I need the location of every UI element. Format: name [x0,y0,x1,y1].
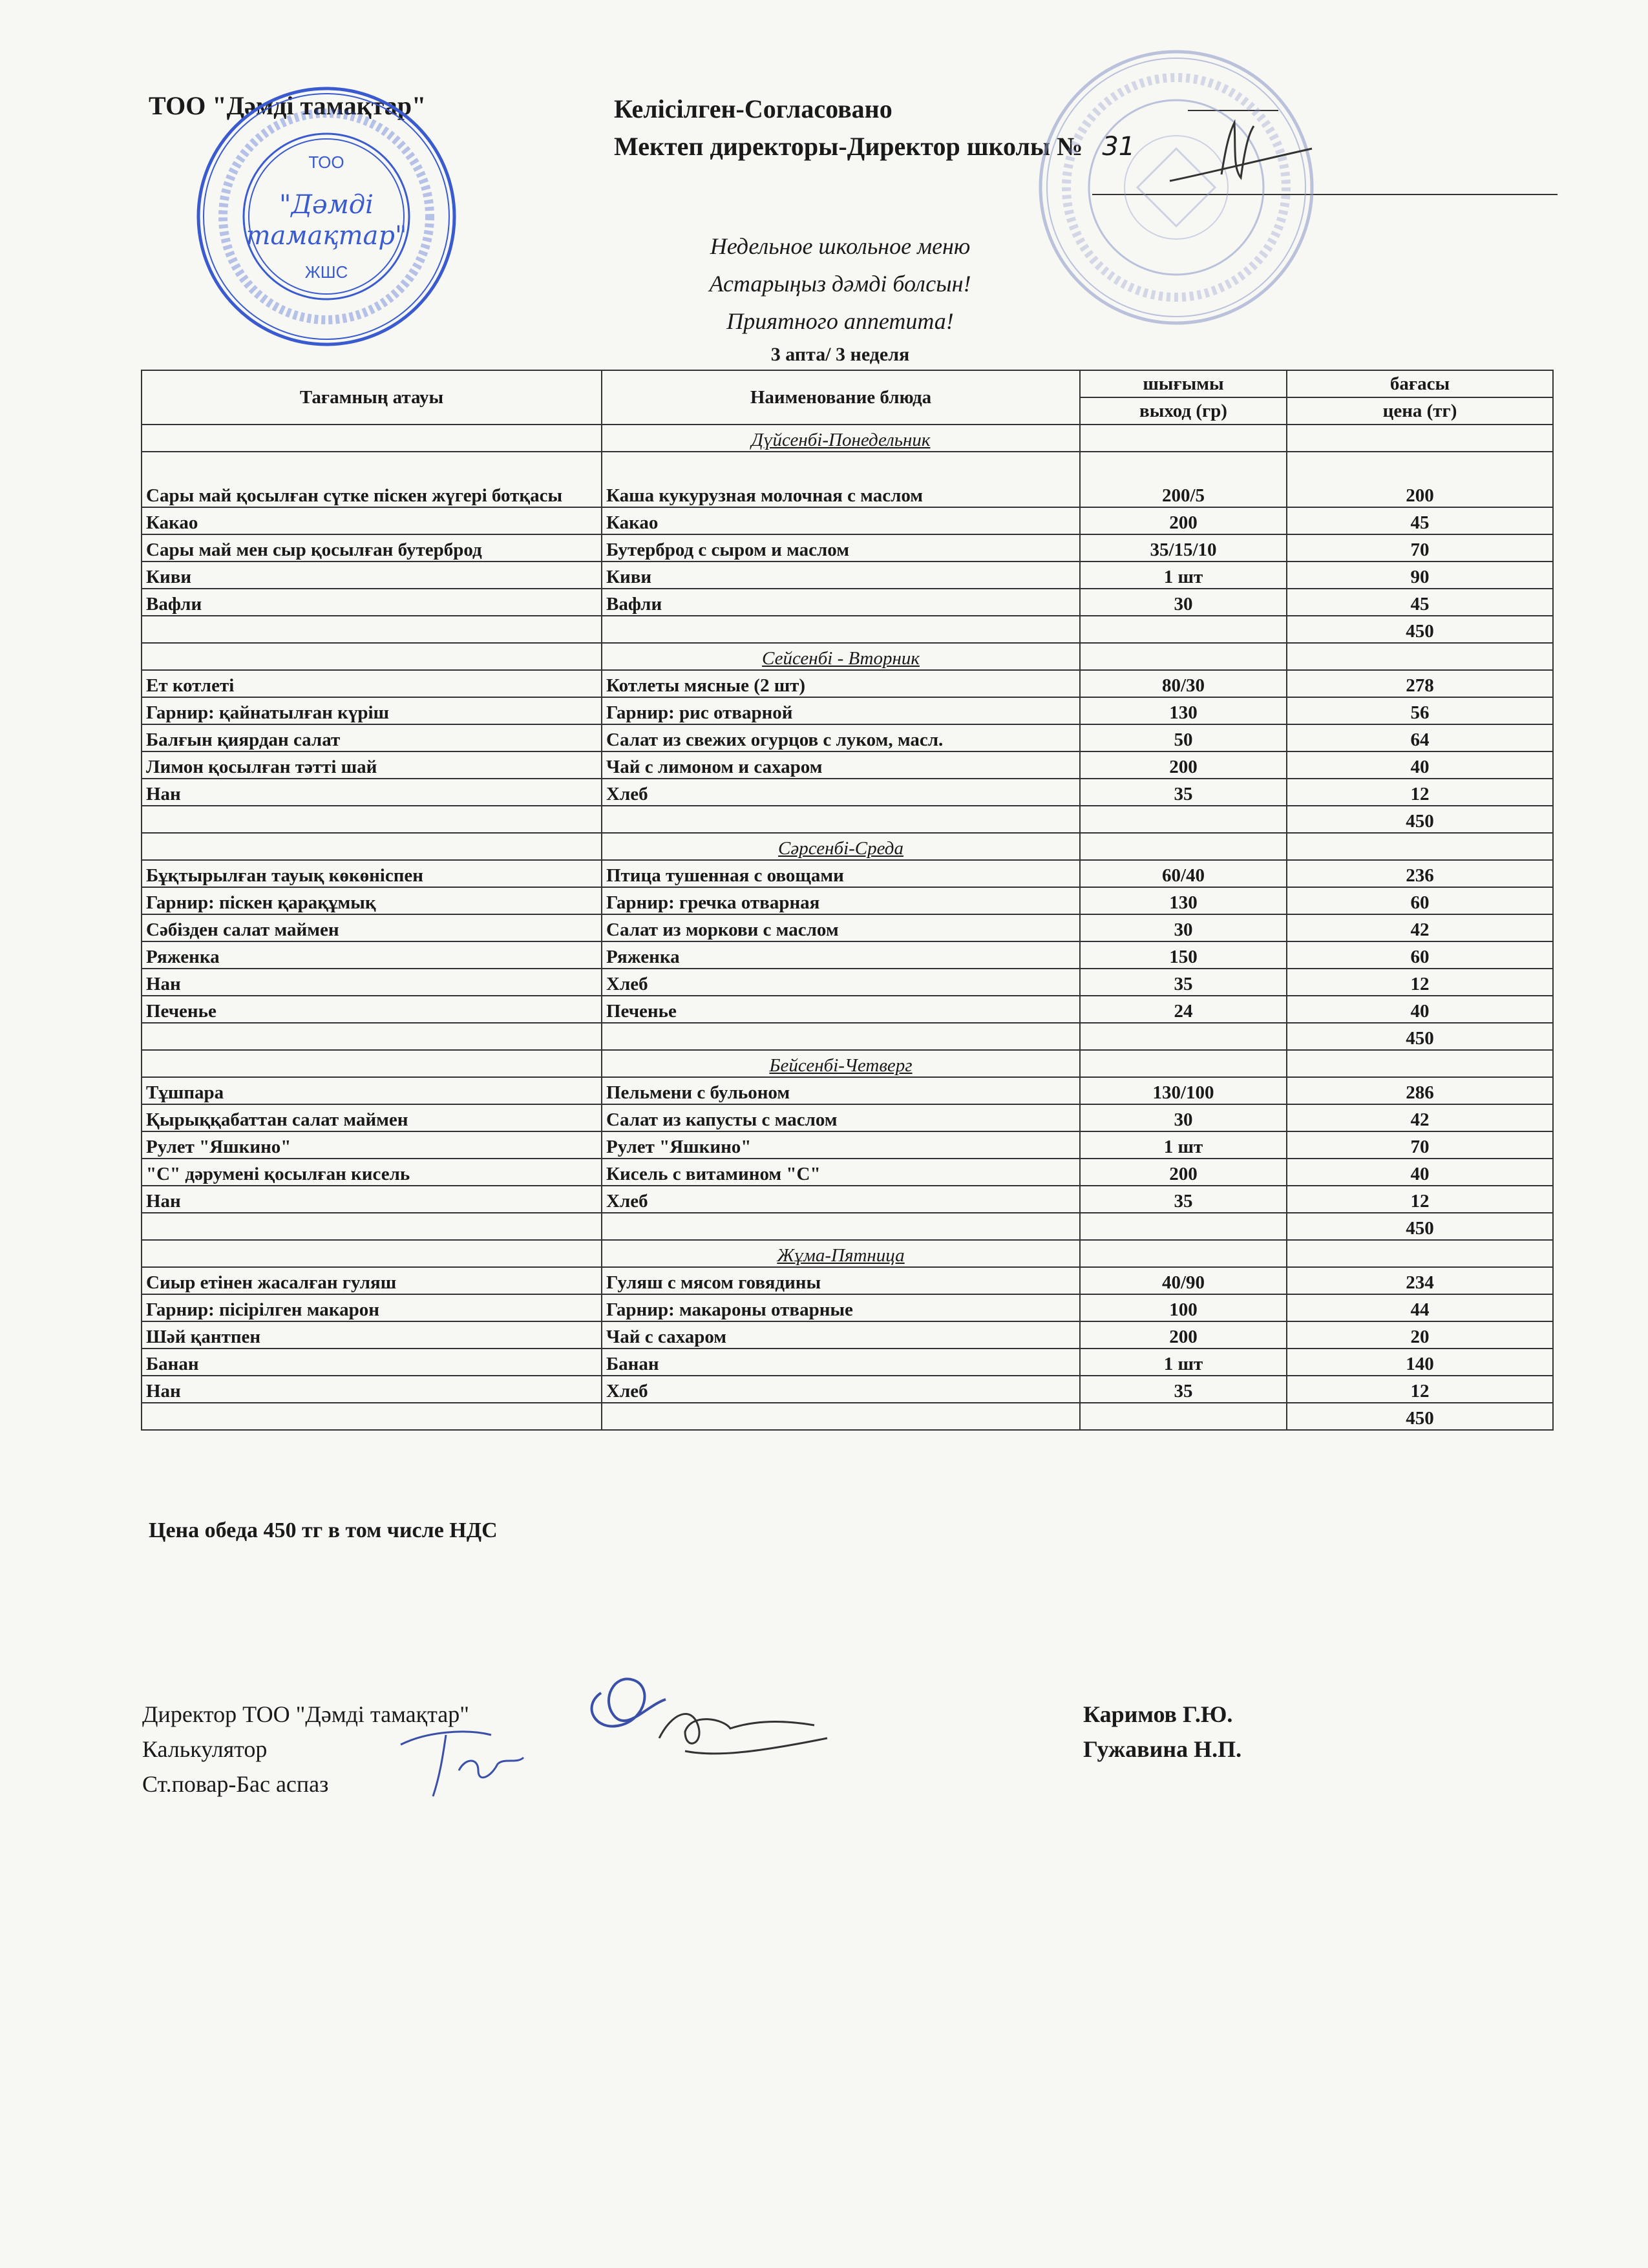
calculator-name: Гужавина Н.П. [1083,1736,1242,1762]
total-blank [1080,616,1287,643]
dish-yield: 40/90 [1080,1267,1287,1294]
table-row [142,507,1553,534]
calculator-signature [388,1719,556,1803]
dish-name-kz: Нан [142,969,602,996]
table-row [142,969,1553,996]
day-blank [1080,1240,1287,1267]
dish-name-ru: Салат из капусты с маслом [602,1104,1080,1131]
menu-table [141,370,1554,1431]
dish-price: 40 [1287,996,1553,1023]
dish-name-ru: Котлеты мясные (2 шт) [602,670,1080,697]
dish-price: 90 [1287,562,1553,589]
dish-yield: 80/30 [1080,670,1287,697]
dish-price: 236 [1287,860,1553,887]
header-row-1 [142,370,1553,397]
dish-yield: 35 [1080,779,1287,806]
day-name: Бейсенбі-Четверг [602,1050,1080,1077]
table-row [142,1349,1553,1376]
total-blank [1080,1213,1287,1240]
dish-yield: 100 [1080,1294,1287,1321]
dish-yield: 150 [1080,941,1287,969]
col-name-kz: Тағамның атауы [142,370,602,425]
greeting-ru: Приятного аппетита! [726,308,954,334]
table-row [142,670,1553,697]
dish-name-ru: Салат из свежих огурцов с луком, масл. [602,724,1080,751]
dish-name-ru: Хлеб [602,1186,1080,1213]
table-row [142,534,1553,562]
table-row [142,996,1553,1023]
dish-yield: 1 шт [1080,562,1287,589]
dish-name-kz: Лимон қосылған тәтті шай [142,751,602,779]
table-row [142,724,1553,751]
dish-price: 12 [1287,969,1553,996]
dish-yield: 200 [1080,1321,1287,1349]
day-blank [1080,833,1287,860]
dish-name-kz: Бұқтырылған тауық көкөніспен [142,860,602,887]
dish-name-ru: Банан [602,1349,1080,1376]
dish-price: 70 [1287,1131,1553,1159]
day-row [142,833,1553,860]
dish-price: 12 [1287,1186,1553,1213]
total-row [142,1023,1553,1050]
day-blank [142,643,602,670]
dish-price: 12 [1287,779,1553,806]
dish-price: 140 [1287,1349,1553,1376]
day-total: 450 [1287,616,1553,643]
day-total: 450 [1287,1403,1553,1430]
dish-name-ru: Каша кукурузная молочная с маслом [602,452,1080,507]
dish-price: 40 [1287,751,1553,779]
table-row [142,941,1553,969]
day-total: 450 [1287,1023,1553,1050]
director-signature [556,1654,840,1777]
day-blank [142,425,602,452]
dish-yield: 35/15/10 [1080,534,1287,562]
dish-name-ru: Гарнир: гречка отварная [602,887,1080,914]
day-blank [1080,425,1287,452]
day-blank [1287,1240,1553,1267]
dish-yield: 24 [1080,996,1287,1023]
dish-name-kz: Балғын қиярдан салат [142,724,602,751]
dish-name-kz: Банан [142,1349,602,1376]
price-note: Цена обеда 450 тг в том числе НДС [149,1518,498,1542]
table-row [142,562,1553,589]
director-label: Директор ТОО "Дәмді тамақтар" [142,1701,469,1727]
dish-price: 286 [1287,1077,1553,1104]
table-row [142,887,1553,914]
dish-name-ru: Гарнир: рис отварной [602,697,1080,724]
day-name: Дүйсенбі-Понедельник [602,425,1080,452]
total-blank [1080,1403,1287,1430]
dish-name-ru: Чай с лимоном и сахаром [602,751,1080,779]
dish-name-kz: Гарнир: пісірілген макарон [142,1294,602,1321]
table-row [142,1186,1553,1213]
dish-name-kz: Сары май мен сыр қосылған бутерброд [142,534,602,562]
dish-yield: 1 шт [1080,1131,1287,1159]
day-row [142,1050,1553,1077]
total-blank [142,1213,602,1240]
total-blank [602,1213,1080,1240]
total-row [142,1213,1553,1240]
table-row [142,452,1553,507]
day-name: Жұма-Пятница [602,1240,1080,1267]
dish-price: 12 [1287,1376,1553,1403]
company-stamp [194,84,459,349]
dish-name-kz: Тұшпара [142,1077,602,1104]
dish-yield: 130 [1080,697,1287,724]
calculator-label: Калькулятор [142,1736,268,1762]
greeting-kz: Астарыңыз дәмді болсын! [709,271,971,297]
col-yield-ru: выход (гр) [1080,397,1287,425]
school-number: 31 [1102,132,1136,162]
dish-yield: 200 [1080,507,1287,534]
dish-yield: 60/40 [1080,860,1287,887]
dish-name-kz: Ряженка [142,941,602,969]
dish-name-ru: Ряженка [602,941,1080,969]
table-row [142,860,1553,887]
table-row [142,1321,1553,1349]
col-name-ru: Наименование блюда [602,370,1080,425]
day-name: Сәрсенбі-Среда [602,833,1080,860]
director-name: Каримов Г.Ю. [1083,1701,1233,1727]
dish-price: 44 [1287,1294,1553,1321]
total-row [142,806,1553,833]
day-blank [1287,1050,1553,1077]
col-yield-kz: шығымы [1080,370,1287,397]
dish-name-ru: Чай с сахаром [602,1321,1080,1349]
dish-name-ru: Хлеб [602,969,1080,996]
stamp-text-bottom: ЖШС [304,262,348,282]
table-row [142,589,1553,616]
dish-name-kz: Шәй қантпен [142,1321,602,1349]
total-blank [602,806,1080,833]
dish-yield: 30 [1080,914,1287,941]
dish-name-kz: Гарнир: қайнатылған күріш [142,697,602,724]
col-price-ru: цена (тг) [1287,397,1553,425]
total-row [142,616,1553,643]
dish-yield: 200 [1080,751,1287,779]
table-row [142,697,1553,724]
company-name: ТОО "Дәмді тамақтар" [149,91,427,120]
dish-yield: 35 [1080,1376,1287,1403]
total-blank [142,616,602,643]
dish-name-ru: Пельмени с бульоном [602,1077,1080,1104]
day-total: 450 [1287,806,1553,833]
dish-price: 200 [1287,452,1553,507]
dish-yield: 130 [1080,887,1287,914]
dish-name-kz: Какао [142,507,602,534]
table-row [142,1077,1553,1104]
day-blank [1080,643,1287,670]
dish-name-kz: Сары май қосылған сүтке піскен жүгері ботқасы [142,452,602,507]
dish-name-ru: Вафли [602,589,1080,616]
table-row [142,1104,1553,1131]
dish-name-kz: Киви [142,562,602,589]
dish-name-ru: Гарнир: макароны отварные [602,1294,1080,1321]
dish-name-kz: Вафли [142,589,602,616]
dish-name-ru: Хлеб [602,779,1080,806]
dish-price: 40 [1287,1159,1553,1186]
day-row [142,1240,1553,1267]
dish-price: 60 [1287,887,1553,914]
total-blank [602,616,1080,643]
dish-price: 278 [1287,670,1553,697]
day-blank [1080,1050,1287,1077]
total-blank [602,1023,1080,1050]
chef-label: Ст.повар-Бас аспаз [142,1771,329,1797]
stamp-text-mid2: тамақтар" [246,221,407,251]
total-blank [142,1023,602,1050]
dish-name-ru: Рулет "Яшкино" [602,1131,1080,1159]
table-row [142,914,1553,941]
stamp-text-top: ТОО [308,152,344,172]
school-director-signature [1163,110,1318,194]
dish-price: 234 [1287,1267,1553,1294]
day-blank [1287,833,1553,860]
day-blank [1287,643,1553,670]
menu-title: Недельное школьное меню [710,233,971,259]
dish-name-ru: Гуляш с мясом говядины [602,1267,1080,1294]
stamp-text-mid1: "Дәмді [279,190,374,220]
week-label: 3 апта/ 3 неделя [770,344,910,365]
total-blank [602,1403,1080,1430]
total-blank [142,1403,602,1430]
dish-name-kz: Нан [142,779,602,806]
day-blank [1287,425,1553,452]
table-row [142,1159,1553,1186]
dish-name-ru: Киви [602,562,1080,589]
dish-name-kz: Нан [142,1376,602,1403]
total-blank [142,806,602,833]
dish-name-ru: Кисель с витамином "С" [602,1159,1080,1186]
day-row [142,643,1553,670]
dish-name-kz: Сиыр етінен жасалған гуляш [142,1267,602,1294]
table-row [142,1131,1553,1159]
dish-price: 56 [1287,697,1553,724]
menu-body [142,425,1553,1430]
approval-line-2: Мектеп директоры-Директор школы № 31 [614,132,1136,162]
dish-name-kz: Гарнир: піскен қарақұмық [142,887,602,914]
dish-yield: 30 [1080,1104,1287,1131]
dish-name-ru: Салат из моркови с маслом [602,914,1080,941]
total-blank [1080,1023,1287,1050]
dish-name-ru: Бутерброд с сыром и маслом [602,534,1080,562]
dish-price: 60 [1287,941,1553,969]
dish-name-kz: Нан [142,1186,602,1213]
dish-name-kz: Қырыққабаттан салат маймен [142,1104,602,1131]
dish-yield: 1 шт [1080,1349,1287,1376]
day-total: 450 [1287,1213,1553,1240]
signature-names [1083,1697,1241,1767]
table-row [142,1294,1553,1321]
dish-name-ru: Птица тушенная с овощами [602,860,1080,887]
dish-yield: 200/5 [1080,452,1287,507]
total-row [142,1403,1553,1430]
dish-yield: 35 [1080,1186,1287,1213]
dish-name-kz: Ет котлеті [142,670,602,697]
day-blank [142,833,602,860]
dish-price: 42 [1287,1104,1553,1131]
day-blank [142,1050,602,1077]
table-row [142,779,1553,806]
col-price-kz: бағасы [1287,370,1553,397]
dish-price: 45 [1287,589,1553,616]
dish-yield: 35 [1080,969,1287,996]
dish-name-kz: "С" дәрумені қосылған кисель [142,1159,602,1186]
table-row [142,1376,1553,1403]
dish-price: 42 [1287,914,1553,941]
dish-price: 45 [1287,507,1553,534]
dish-yield: 200 [1080,1159,1287,1186]
approval-line-1: Келісілген-Согласовано [614,94,893,123]
dish-yield: 50 [1080,724,1287,751]
dish-price: 64 [1287,724,1553,751]
dish-name-kz: Сәбізден салат маймен [142,914,602,941]
dish-price: 70 [1287,534,1553,562]
dish-name-ru: Хлеб [602,1376,1080,1403]
dish-name-kz: Рулет "Яшкино" [142,1131,602,1159]
day-blank [142,1240,602,1267]
day-row [142,425,1553,452]
total-blank [1080,806,1287,833]
table-row [142,751,1553,779]
day-name: Сейсенбі - Вторник [602,643,1080,670]
dish-name-ru: Печенье [602,996,1080,1023]
dish-yield: 30 [1080,589,1287,616]
table-row [142,1267,1553,1294]
dish-yield: 130/100 [1080,1077,1287,1104]
dish-price: 20 [1287,1321,1553,1349]
dish-name-kz: Печенье [142,996,602,1023]
menu-titles [614,227,1066,340]
dish-name-ru: Какао [602,507,1080,534]
